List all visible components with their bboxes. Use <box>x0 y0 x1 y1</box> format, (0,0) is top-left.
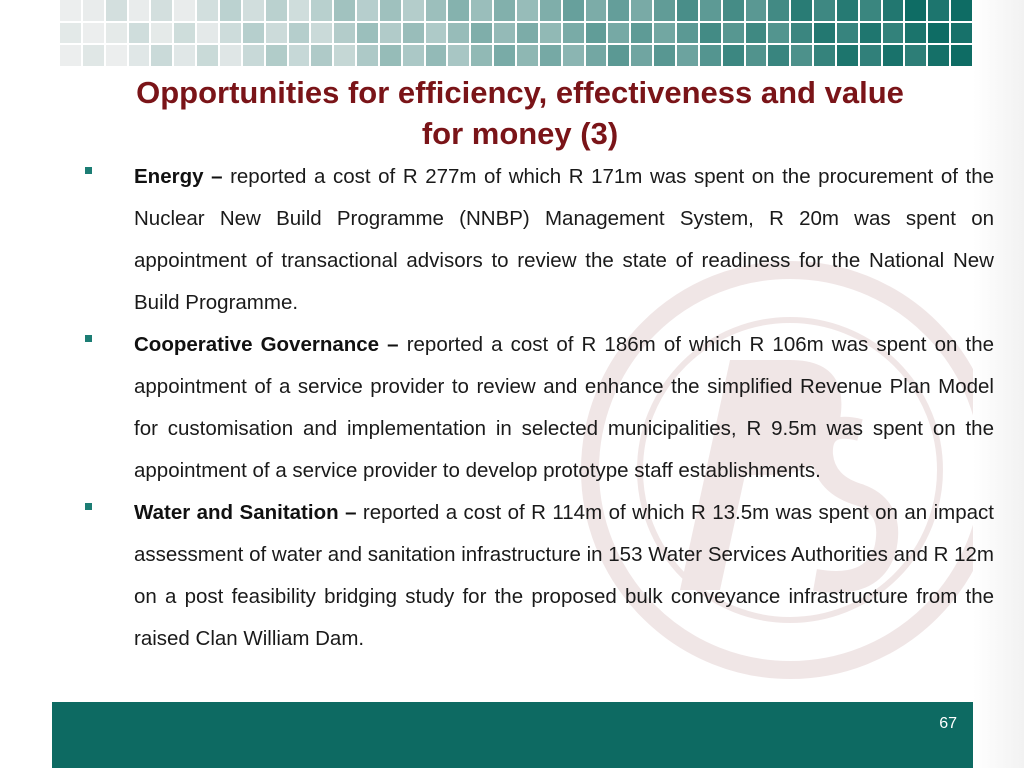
mosaic-tile <box>106 45 127 66</box>
mosaic-tile <box>334 23 355 44</box>
list-item-water-and-sanitation <box>82 492 994 660</box>
mosaic-tile <box>928 0 949 21</box>
mosaic-tile <box>677 45 698 66</box>
mosaic-tile <box>403 23 424 44</box>
mosaic-tile <box>791 23 812 44</box>
mosaic-tile <box>814 23 835 44</box>
list-item-separator: – <box>338 501 363 524</box>
mosaic-tile <box>654 0 675 21</box>
mosaic-tile <box>151 23 172 44</box>
mosaic-tile <box>631 0 652 21</box>
list-item-body: reported a cost of R 114m of which R 13.5m was spent on an impact assessment of water and sanitation infrastructure in 153 Water Services Authorities and R 12m on a post feasibility bridging study for the proposed bulk conveyance infrastructure from the raised Clan William Dam. <box>134 501 994 650</box>
mosaic-tile <box>494 0 515 21</box>
mosaic-tile <box>60 45 81 66</box>
mosaic-tile <box>905 45 926 66</box>
mosaic-tile <box>928 23 949 44</box>
mosaic-tile <box>266 0 287 21</box>
mosaic-tile <box>151 0 172 21</box>
mosaic-tile <box>951 0 972 21</box>
mosaic-tile <box>654 23 675 44</box>
mosaic-tile <box>129 23 150 44</box>
mosaic-tile <box>905 23 926 44</box>
mosaic-tile <box>700 45 721 66</box>
mosaic-tile <box>403 45 424 66</box>
mosaic-tile <box>174 45 195 66</box>
mosaic-tile <box>608 45 629 66</box>
square-bullet-icon <box>85 503 92 510</box>
mosaic-tile <box>746 23 767 44</box>
list-item-body: reported a cost of R 277m of which R 171m was spent on the procurement of the Nuclear New Build Programme (NNBP) Management System, R 20m was spent on appointment of transactional advisors to review the state of readiness for the National New Build Programme. <box>134 165 994 314</box>
mosaic-tile <box>448 23 469 44</box>
mosaic-tile <box>768 45 789 66</box>
mosaic-tile <box>586 45 607 66</box>
mosaic-tile <box>768 0 789 21</box>
square-bullet-icon <box>85 167 92 174</box>
mosaic-tile <box>106 23 127 44</box>
mosaic-tile <box>197 0 218 21</box>
mosaic-tile <box>289 45 310 66</box>
mosaic-tile <box>517 0 538 21</box>
list-item-cooperative-governance <box>82 324 994 492</box>
mosaic-tile <box>311 23 332 44</box>
slide-title-line-1: Opportunities for efficiency, effectiveness and value <box>136 75 904 110</box>
mosaic-tile <box>608 23 629 44</box>
mosaic-tile <box>723 23 744 44</box>
mosaic-tile <box>243 45 264 66</box>
mosaic-tile <box>700 0 721 21</box>
mosaic-tile <box>540 0 561 21</box>
mosaic-tile <box>814 0 835 21</box>
mosaic-tile <box>83 23 104 44</box>
mosaic-tile <box>860 23 881 44</box>
mosaic-tile <box>608 0 629 21</box>
list-item-heading: Cooperative Governance <box>134 333 380 356</box>
mosaic-tile <box>471 23 492 44</box>
mosaic-tile <box>220 45 241 66</box>
list-item-text <box>134 492 994 660</box>
mosaic-tile <box>540 45 561 66</box>
mosaic-tile <box>814 45 835 66</box>
mosaic-tile <box>174 0 195 21</box>
mosaic-tile <box>951 23 972 44</box>
mosaic-tile <box>837 45 858 66</box>
mosaic-tile <box>426 45 447 66</box>
mosaic-tile <box>860 45 881 66</box>
mosaic-tile <box>380 0 401 21</box>
mosaic-tile <box>837 23 858 44</box>
mosaic-tile <box>677 0 698 21</box>
mosaic-tile <box>60 0 81 21</box>
header-mosaic-banner <box>60 0 972 66</box>
mosaic-tile <box>220 0 241 21</box>
mosaic-tile <box>289 23 310 44</box>
mosaic-tile <box>654 45 675 66</box>
mosaic-tile <box>563 23 584 44</box>
mosaic-tile <box>540 23 561 44</box>
mosaic-tile <box>768 23 789 44</box>
bullet-list <box>82 156 994 660</box>
mosaic-tile <box>563 0 584 21</box>
mosaic-tile <box>448 0 469 21</box>
list-item-body: reported a cost of R 186m of which R 106m was spent on the appointment of a service provider to review and enhance the simplified Revenue Plan Model for customisation and implementation in selected municipalities, R 9.5m was spent on the appointment of a service provider to develop prototype staff establishments. <box>134 333 995 482</box>
mosaic-tile <box>586 0 607 21</box>
mosaic-tile <box>791 45 812 66</box>
mosaic-tile <box>357 0 378 21</box>
footer-bar <box>52 702 973 768</box>
mosaic-tile <box>563 45 584 66</box>
list-item-text <box>134 156 994 324</box>
mosaic-tile <box>60 23 81 44</box>
mosaic-tile <box>517 23 538 44</box>
mosaic-tile <box>471 0 492 21</box>
list-item-separator: – <box>379 333 407 356</box>
mosaic-tile <box>151 45 172 66</box>
mosaic-tile <box>951 45 972 66</box>
mosaic-tile <box>197 45 218 66</box>
mosaic-tile <box>266 23 287 44</box>
mosaic-tile <box>83 0 104 21</box>
list-item-text <box>134 324 994 492</box>
mosaic-tile <box>426 23 447 44</box>
mosaic-tile <box>197 23 218 44</box>
mosaic-tile <box>746 0 767 21</box>
mosaic-tile <box>586 23 607 44</box>
mosaic-tile <box>243 23 264 44</box>
mosaic-tile <box>174 23 195 44</box>
mosaic-tile <box>106 0 127 21</box>
mosaic-tile <box>129 45 150 66</box>
mosaic-tile <box>471 45 492 66</box>
mosaic-tile <box>357 45 378 66</box>
square-bullet-icon <box>85 335 92 342</box>
slide-title-line-2: for money (3) <box>421 116 619 151</box>
mosaic-tile <box>334 0 355 21</box>
mosaic-tile <box>243 0 264 21</box>
mosaic-tile <box>883 45 904 66</box>
mosaic-tile <box>631 45 652 66</box>
slide-title <box>60 72 980 154</box>
mosaic-tile <box>791 0 812 21</box>
mosaic-tile <box>883 0 904 21</box>
mosaic-tile <box>928 45 949 66</box>
list-item-heading: Water and Sanitation <box>134 501 339 524</box>
mosaic-tile <box>631 23 652 44</box>
mosaic-tile <box>220 23 241 44</box>
mosaic-tile <box>746 45 767 66</box>
mosaic-tile <box>700 23 721 44</box>
mosaic-tile <box>380 45 401 66</box>
list-item-separator: – <box>203 165 231 188</box>
mosaic-tile <box>883 23 904 44</box>
mosaic-tile <box>380 23 401 44</box>
mosaic-tile <box>723 45 744 66</box>
mosaic-tile <box>357 23 378 44</box>
mosaic-tile <box>494 23 515 44</box>
mosaic-tile <box>677 23 698 44</box>
mosaic-tile <box>266 45 287 66</box>
page-number: 67 <box>939 715 957 732</box>
mosaic-tile <box>905 0 926 21</box>
mosaic-tile <box>311 45 332 66</box>
list-item-energy <box>82 156 994 324</box>
mosaic-tile <box>403 0 424 21</box>
mosaic-tile <box>837 0 858 21</box>
mosaic-tile <box>723 0 744 21</box>
mosaic-tile <box>517 45 538 66</box>
list-item-heading: Energy <box>134 165 204 188</box>
mosaic-tile <box>334 45 355 66</box>
mosaic-tile <box>426 0 447 21</box>
mosaic-tile <box>494 45 515 66</box>
mosaic-tile <box>448 45 469 66</box>
mosaic-tile <box>83 45 104 66</box>
mosaic-tile <box>860 0 881 21</box>
mosaic-tile <box>311 0 332 21</box>
mosaic-tile <box>129 0 150 21</box>
mosaic-tile <box>289 0 310 21</box>
